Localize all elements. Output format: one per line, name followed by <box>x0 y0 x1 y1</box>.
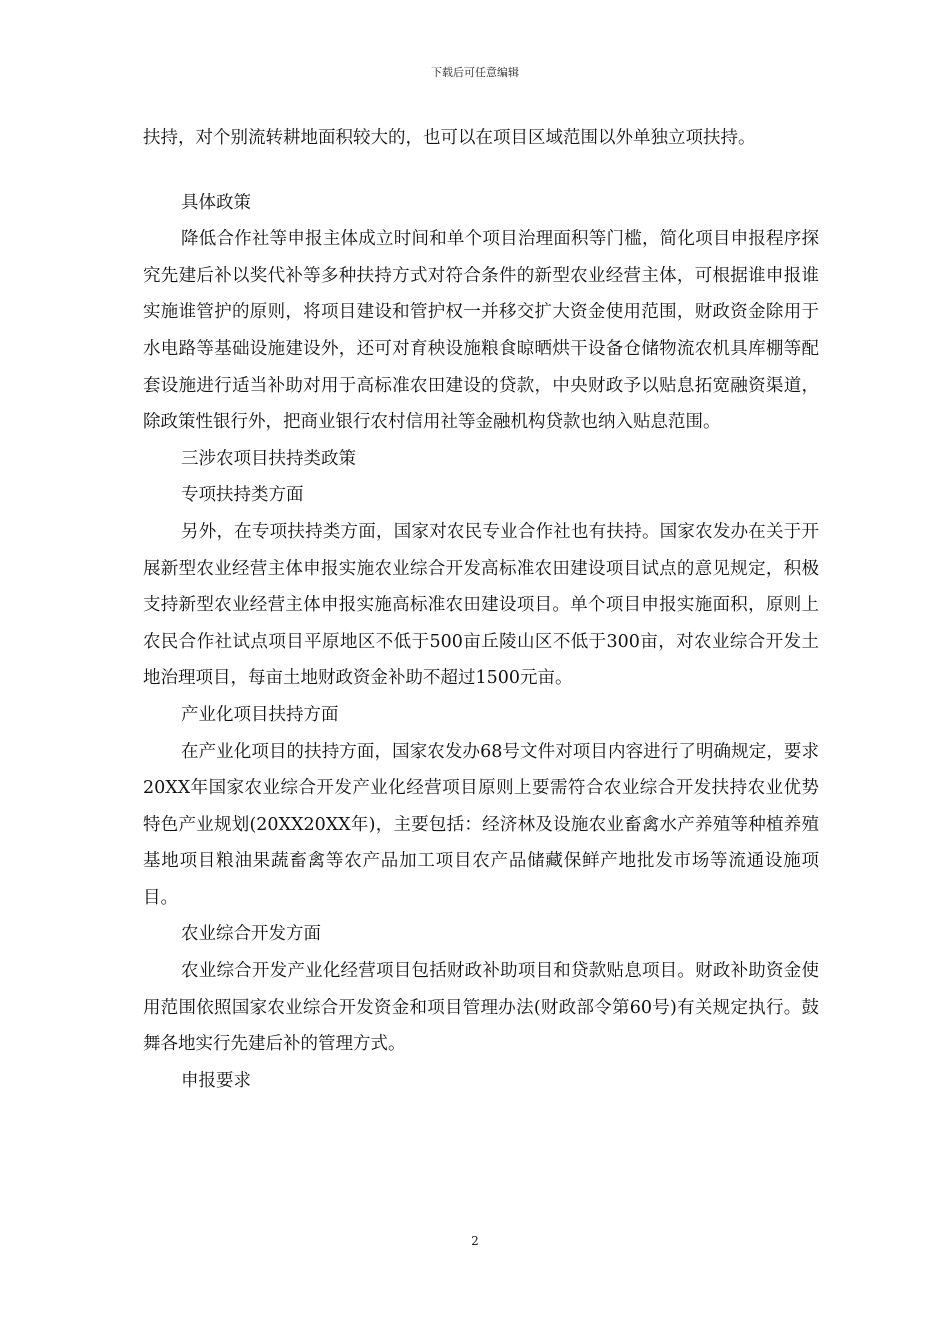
paragraph-specific-policy: 降低合作社等申报主体成立时间和单个项目治理面积等门槛，简化项目申报程序探究先建后补以奖代补等多种扶持方式对符合条件的新型农业经营主体，可根据谁申报谁实施谁管护的原则，将项目建设和管护权一并移交扩大资金使用范围，财政资金除用于水电路等基础设施建设外，还可对育秧设施粮食晾晒烘干设备仓储物流农机具库棚等配套设施进行适当补助对用于高标准农田建设的贷款，中央财政予以贴息拓宽融资渠道，除政策性银行外，把商业银行农村信用社等金融机构贷款也纳入贴息范围。 <box>143 229 819 433</box>
section-heading-specific-policy: 具体政策 <box>181 192 251 213</box>
subheading-application-requirements: 申报要求 <box>181 1070 251 1091</box>
page-header: 下载后可任意编辑 <box>431 66 519 79</box>
paragraph-special-support: 另外，在专项扶持类方面，国家对农民专业合作社也有扶持。国家农发办在关于开展新型农业经营主体申报实施农业综合开发高标准农田建设项目试点的意见规定，积极支持新型农业经营主体申报实施高标准农田建设项目。单个项目申报实施面积，原则上农民合作社试点项目平原地区不低于500亩丘陵山区不低于300亩，对农业综合开发土地治理项目，每亩土地财政资金补助不超过1500元亩。 <box>143 521 819 689</box>
subheading-special-support: 专项扶持类方面 <box>181 485 304 506</box>
page-number: 2 <box>471 1234 479 1248</box>
subheading-industrialization: 产业化项目扶持方面 <box>181 704 339 725</box>
paragraph-continuation: 扶持，对个别流转耕地面积较大的，也可以在项目区域范围以外单独立项扶持。 <box>143 128 756 148</box>
paragraph-industrialization: 在产业化项目的扶持方面，国家农发办68号文件对项目内容进行了明确规定，要求20XX年国家农业综合开发产业化经营项目原则上要需符合农业综合开发扶持农业优势特色产业规划(20XX20XX年)，主要包括：经济林及设施农业畜禽水产养殖等种植养殖基地项目粮油果蔬畜禽等农产品加工项目农产品储藏保鲜产地批发市场等流通设施项目。 <box>143 741 819 908</box>
document-body <box>143 120 819 1099</box>
section-heading-agri-projects: 三涉农项目扶持类政策 <box>181 448 356 469</box>
paragraph-comprehensive-development: 农业综合开发产业化经营项目包括财政补助项目和贷款贴息项目。财政补助资金使用范围依照国家农业综合开发资金和项目管理办法(财政部令第60号)有关规定执行。鼓舞各地实行先建后补的管理方式。 <box>143 961 819 1055</box>
subheading-comprehensive-development: 农业综合开发方面 <box>181 924 321 945</box>
